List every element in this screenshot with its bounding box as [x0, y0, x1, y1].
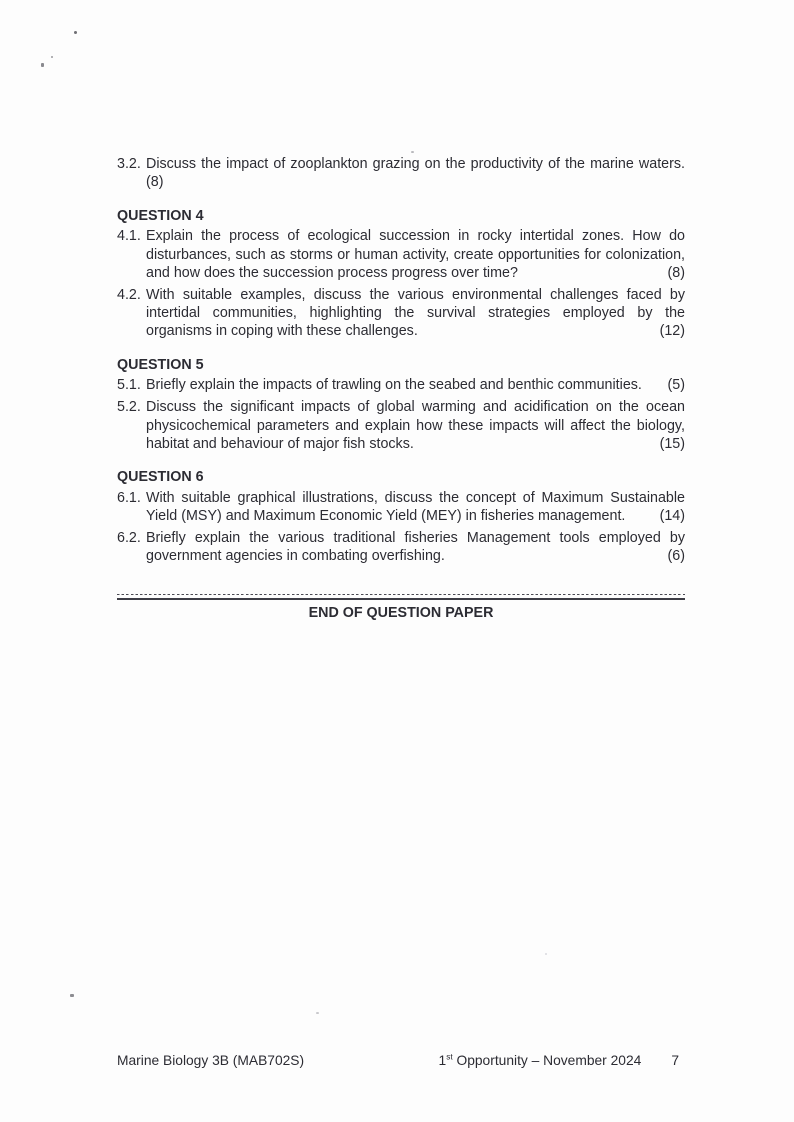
opportunity-ordinal-suffix: st [446, 1052, 453, 1062]
section-question-4 [117, 207, 685, 341]
question-text: Discuss the significant impacts of global warming and acidification on the ocean physicochemical parameters and explain how these impacts will affect the biology, habitat and behaviour of major fish stocks. [146, 399, 685, 452]
solid-rule [117, 598, 685, 600]
marks-allocation: (8) [667, 264, 685, 281]
footer-course-title: Marine Biology 3B (MAB702S) [117, 1053, 305, 1068]
section-question-5 [117, 356, 685, 453]
dashed-rule [117, 594, 685, 596]
section-heading: QUESTION 5 [117, 356, 204, 373]
question-item-5-1 [117, 376, 685, 394]
question-item-5-2 [117, 398, 685, 453]
opportunity-text: Opportunity – November 2024 [452, 1053, 642, 1068]
page-footer [117, 1053, 685, 1068]
end-of-paper-label: END OF QUESTION PAPER [308, 604, 494, 621]
footer-right-group [439, 1053, 685, 1068]
marks-allocation: (14) [659, 508, 685, 525]
section-heading: QUESTION 4 [117, 207, 204, 224]
scan-speck [51, 56, 53, 58]
marks-allocation: (15) [659, 435, 685, 452]
question-item-6-1 [117, 489, 685, 526]
question-text: Briefly explain the impacts of trawling on the seabed and benthic communities. [146, 377, 642, 394]
scan-speck [70, 994, 74, 997]
marks-allocation: (12) [659, 323, 685, 340]
question-text: With suitable examples, discuss the various environmental challenges faced by intertidal communities, highlighting the survival strategies employed by the organisms in coping with these challenges. [146, 286, 685, 340]
question-text: Explain the process of ecological succession in rocky intertidal zones. How do disturbances, such as storms or human activity, create opportunities for colonization, and how does the succession process progress over time? [146, 228, 685, 281]
scan-speck [41, 63, 44, 67]
scan-speck [545, 953, 547, 955]
section-question-6 [117, 468, 685, 565]
question-item-6-2 [117, 529, 685, 566]
question-paper-content [117, 155, 685, 622]
question-number: 4.2. [117, 286, 141, 303]
section-heading: QUESTION 6 [117, 469, 204, 486]
question-number: 4.1. [117, 228, 141, 245]
footer-opportunity [439, 1053, 642, 1068]
question-number: 6.1. [117, 489, 141, 506]
question-number: 5.2. [117, 399, 141, 416]
question-number: 3.2. [117, 156, 141, 172]
question-item-4-2 [117, 286, 685, 341]
scan-speck [74, 31, 77, 34]
question-item-4-1 [117, 227, 685, 282]
marks-allocation: (5) [667, 377, 685, 394]
question-number: 5.1. [117, 377, 141, 394]
question-text: With suitable graphical illustrations, discuss the concept of Maximum Sustainable Yield (MSY) and Maximum Economic Yield (MEY) in fisheries management. [146, 489, 685, 525]
scan-speck [411, 151, 414, 153]
scan-speck [316, 1012, 319, 1014]
question-item-3-2 [117, 155, 685, 192]
question-text: Briefly explain the various traditional fisheries Management tools employed by government agencies in combating overfishing. [146, 530, 685, 565]
question-text: Discuss the impact of zooplankton grazing on the productivity of the marine waters. (8) [146, 156, 685, 191]
footer-page-number: 7 [671, 1053, 679, 1068]
opportunity-number: 1 [438, 1053, 447, 1068]
question-number: 6.2. [117, 530, 141, 547]
marks-allocation: (6) [667, 548, 685, 565]
end-of-paper-divider [117, 594, 685, 600]
